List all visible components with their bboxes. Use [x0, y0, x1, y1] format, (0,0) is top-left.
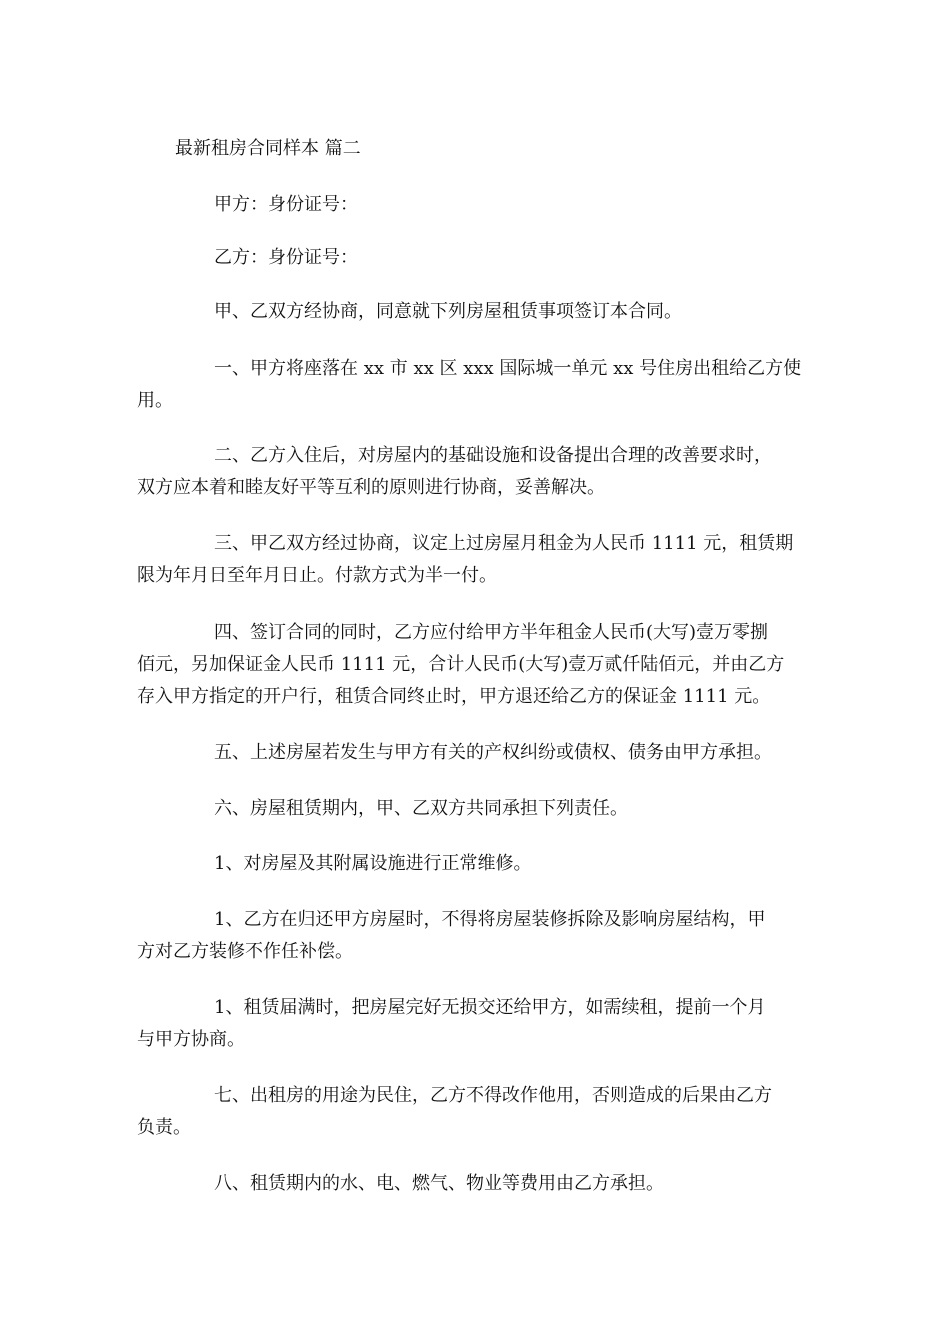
paragraph-duty-2 [137, 904, 817, 968]
paragraph-clause-1 [137, 353, 817, 417]
paragraph-agreement [137, 296, 817, 328]
paragraph-line: 方对乙方装修不作任补偿。 [137, 941, 353, 962]
paragraph-line: 负责。 [137, 1117, 191, 1138]
paragraph-line: 限为年月日至年月日止。付款方式为半一付。 [137, 565, 497, 586]
document-title: 最新租房合同样本 篇二 [175, 138, 361, 159]
paragraph-clause-6 [137, 793, 817, 825]
paragraph-line: 二、乙方入住后，对房屋内的基础设施和设备提出合理的改善要求时， [214, 445, 772, 466]
paragraph-clause-2 [137, 440, 817, 504]
paragraph-party-a [137, 189, 817, 221]
paragraph-party-b [137, 242, 817, 274]
paragraph-clause-7 [137, 1080, 817, 1144]
paragraph-line: 1、租赁届满时，把房屋完好无损交还给甲方，如需续租，提前一个月 [214, 997, 766, 1018]
paragraph-line: 1、对房屋及其附属设施进行正常维修。 [214, 853, 532, 874]
paragraph-clause-4 [137, 617, 817, 713]
paragraph-line: 双方应本着和睦友好平等互利的原则进行协商，妥善解决。 [137, 477, 605, 498]
paragraph-line: 五、上述房屋若发生与甲方有关的产权纠纷或债权、债务由甲方承担。 [214, 742, 772, 763]
paragraph-line: 佰元，另加保证金人民币 1111 元，合计人民币(大写)壹万贰仟陆佰元，并由乙方 [137, 654, 785, 675]
paragraph-line: 用。 [137, 390, 173, 411]
paragraph-line: 一、甲方将座落在 xx 市 xx 区 xxx 国际城一单元 xx 号住房出租给乙方使 [214, 358, 802, 379]
paragraph-line: 甲、乙双方经协商，同意就下列房屋租赁事项签订本合同。 [214, 301, 682, 322]
paragraph-line: 与甲方协商。 [137, 1029, 245, 1050]
paragraph-duty-3 [137, 992, 817, 1056]
paragraph-duty-1 [137, 848, 817, 880]
paragraph-line: 1、乙方在归还甲方房屋时，不得将房屋装修拆除及影响房屋结构，甲 [214, 909, 766, 930]
paragraph-line: 七、出租房的用途为民住，乙方不得改作他用，否则造成的后果由乙方 [214, 1085, 772, 1106]
paragraph-line: 三、甲乙双方经过协商，议定上过房屋月租金为人民币 1111 元，租赁期 [214, 533, 794, 554]
paragraph-line: 六、房屋租赁期内，甲、乙双方共同承担下列责任。 [214, 798, 628, 819]
paragraph-clause-5 [137, 737, 817, 769]
paragraph-line: 甲方：身份证号： [214, 194, 358, 215]
paragraph-line: 乙方：身份证号： [214, 247, 358, 268]
paragraph-clause-3 [137, 528, 817, 592]
paragraph-line: 存入甲方指定的开户行，租赁合同终止时，甲方退还给乙方的保证金 1111 元。 [137, 686, 771, 707]
paragraph-line: 四、签订合同的同时，乙方应付给甲方半年租金人民币(大写)壹万零捌 [214, 622, 769, 643]
paragraph-clause-8 [137, 1168, 817, 1200]
paragraph-line: 八、租赁期内的水、电、燃气、物业等费用由乙方承担。 [214, 1173, 664, 1194]
